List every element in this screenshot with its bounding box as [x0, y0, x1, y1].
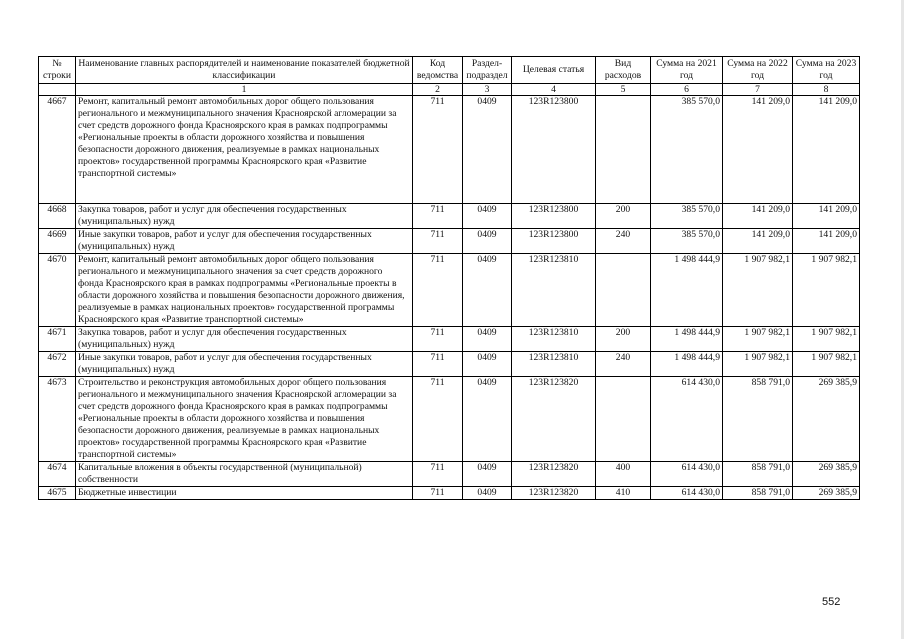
row-name: Ремонт, капитальный ремонт автомобильных дорог общего пользования регионального и межмуниципального значения за счет средств дорожного фонда Красноярского края в рамках подпрограммы «Региональные проекты в области дорожного хозяйства и повышения безопасности дорожного движения, реализуемые в рамках национальных проектов» государственной программы Красноярского края «Развитие транспортной системы» [76, 254, 413, 327]
department-code: 711 [413, 204, 463, 229]
column-number: 2 [413, 84, 463, 96]
column-number: 3 [463, 84, 512, 96]
table-row [39, 254, 860, 327]
expense-type [596, 96, 651, 204]
sum-2022: 858 791,0 [723, 462, 793, 487]
target-article: 123R123810 [512, 352, 596, 377]
department-code: 711 [413, 254, 463, 327]
target-article: 123R123820 [512, 462, 596, 487]
table-row [39, 327, 860, 352]
expense-type [596, 377, 651, 462]
header-sum-2022: Сумма на 2022 год [723, 57, 793, 84]
header-expense-type: Вид расходов [596, 57, 651, 84]
sum-2022: 141 209,0 [723, 229, 793, 254]
section-code: 0409 [463, 487, 512, 500]
table-row [39, 487, 860, 500]
sum-2022: 858 791,0 [723, 487, 793, 500]
row-name: Ремонт, капитальный ремонт автомобильных дорог общего пользования регионального и межмуниципального значения Красноярской агломерации за счет средств дорожного фонда Красноярского края в рамках подпрограммы «Региональные проекты в области дорожного хозяйства и повышения безопасности дорожного движения, реализуемые в рамках национальных проектов» государственной программы Красноярского края «Развитие транспортной системы» [76, 96, 413, 204]
sum-2021: 385 570,0 [651, 204, 723, 229]
department-code: 711 [413, 377, 463, 462]
header-sum-2021: Сумма на 2021 год [651, 57, 723, 84]
sum-2022: 1 907 982,1 [723, 352, 793, 377]
target-article: 123R123800 [512, 96, 596, 204]
sum-2023: 1 907 982,1 [793, 352, 860, 377]
row-name: Закупка товаров, работ и услуг для обеспечения государственных (муниципальных) нужд [76, 327, 413, 352]
sum-2023: 269 385,9 [793, 462, 860, 487]
row-name: Иные закупки товаров, работ и услуг для обеспечения государственных (муниципальных) нужд [76, 352, 413, 377]
column-number [39, 84, 76, 96]
row-number: 4672 [39, 352, 76, 377]
row-name: Бюджетные инвестиции [76, 487, 413, 500]
sum-2023: 269 385,9 [793, 377, 860, 462]
row-number: 4671 [39, 327, 76, 352]
column-number: 5 [596, 84, 651, 96]
header-department-code: Код ведомства [413, 57, 463, 84]
table-row [39, 96, 860, 204]
department-code: 711 [413, 352, 463, 377]
sum-2021: 1 498 444,9 [651, 352, 723, 377]
expense-type: 200 [596, 327, 651, 352]
target-article: 123R123810 [512, 254, 596, 327]
expense-type: 200 [596, 204, 651, 229]
section-code: 0409 [463, 377, 512, 462]
sum-2021: 614 430,0 [651, 462, 723, 487]
column-number: 4 [512, 84, 596, 96]
row-number: 4667 [39, 96, 76, 204]
sum-2023: 141 209,0 [793, 229, 860, 254]
header-row-number: № строки [39, 57, 76, 84]
column-number: 6 [651, 84, 723, 96]
row-number: 4669 [39, 229, 76, 254]
sum-2021: 1 498 444,9 [651, 254, 723, 327]
target-article: 123R123800 [512, 229, 596, 254]
row-number: 4673 [39, 377, 76, 462]
sum-2023: 141 209,0 [793, 204, 860, 229]
column-number-row [39, 84, 860, 96]
sum-2021: 1 498 444,9 [651, 327, 723, 352]
table-row [39, 462, 860, 487]
column-number: 8 [793, 84, 860, 96]
sum-2023: 141 209,0 [793, 96, 860, 204]
header-sum-2023: Сумма на 2023 год [793, 57, 860, 84]
row-number: 4675 [39, 487, 76, 500]
header-name: Наименование главных распорядителей и наименование показателей бюджетной классификации [76, 57, 413, 84]
department-code: 711 [413, 229, 463, 254]
row-name: Строительство и реконструкция автомобильных дорог общего пользования регионального и межмуниципального значения Красноярской агломерации за счет средств дорожного фонда Красноярского края в рамках подпрограммы «Региональные проекты в области дорожного хозяйства и повышения безопасности дорожного движения, реализуемые в рамках национальных проектов» государственной программы Красноярского края «Развитие транспортной системы» [76, 377, 413, 462]
department-code: 711 [413, 96, 463, 204]
target-article: 123R123800 [512, 204, 596, 229]
section-code: 0409 [463, 96, 512, 204]
budget-table [38, 56, 860, 500]
sum-2023: 1 907 982,1 [793, 254, 860, 327]
section-code: 0409 [463, 462, 512, 487]
sum-2023: 1 907 982,1 [793, 327, 860, 352]
section-code: 0409 [463, 327, 512, 352]
page-number: 552 [822, 596, 841, 608]
header-target-article: Целевая статья [512, 57, 596, 84]
sum-2021: 614 430,0 [651, 487, 723, 500]
sum-2023: 269 385,9 [793, 487, 860, 500]
expense-type: 240 [596, 229, 651, 254]
row-number: 4670 [39, 254, 76, 327]
department-code: 711 [413, 462, 463, 487]
row-name: Иные закупки товаров, работ и услуг для обеспечения государственных (муниципальных) нужд [76, 229, 413, 254]
section-code: 0409 [463, 229, 512, 254]
table-row [39, 377, 860, 462]
row-number: 4674 [39, 462, 76, 487]
header-section: Раздел-подраздел [463, 57, 512, 84]
sum-2021: 385 570,0 [651, 229, 723, 254]
table-row [39, 204, 860, 229]
target-article: 123R123810 [512, 327, 596, 352]
expense-type [596, 254, 651, 327]
sum-2022: 141 209,0 [723, 96, 793, 204]
department-code: 711 [413, 327, 463, 352]
target-article: 123R123820 [512, 487, 596, 500]
row-name: Капитальные вложения в объекты государственной (муниципальной) собственности [76, 462, 413, 487]
column-number: 7 [723, 84, 793, 96]
sum-2022: 1 907 982,1 [723, 254, 793, 327]
expense-type: 400 [596, 462, 651, 487]
sum-2022: 858 791,0 [723, 377, 793, 462]
sum-2022: 1 907 982,1 [723, 327, 793, 352]
sum-2021: 385 570,0 [651, 96, 723, 204]
table-row [39, 229, 860, 254]
expense-type: 410 [596, 487, 651, 500]
section-code: 0409 [463, 254, 512, 327]
row-number: 4668 [39, 204, 76, 229]
column-number: 1 [76, 84, 413, 96]
sum-2021: 614 430,0 [651, 377, 723, 462]
section-code: 0409 [463, 352, 512, 377]
section-code: 0409 [463, 204, 512, 229]
department-code: 711 [413, 487, 463, 500]
target-article: 123R123820 [512, 377, 596, 462]
table-header-row [39, 57, 860, 84]
expense-type: 240 [596, 352, 651, 377]
row-name: Закупка товаров, работ и услуг для обеспечения государственных (муниципальных) нужд [76, 204, 413, 229]
sum-2022: 141 209,0 [723, 204, 793, 229]
table-row [39, 352, 860, 377]
